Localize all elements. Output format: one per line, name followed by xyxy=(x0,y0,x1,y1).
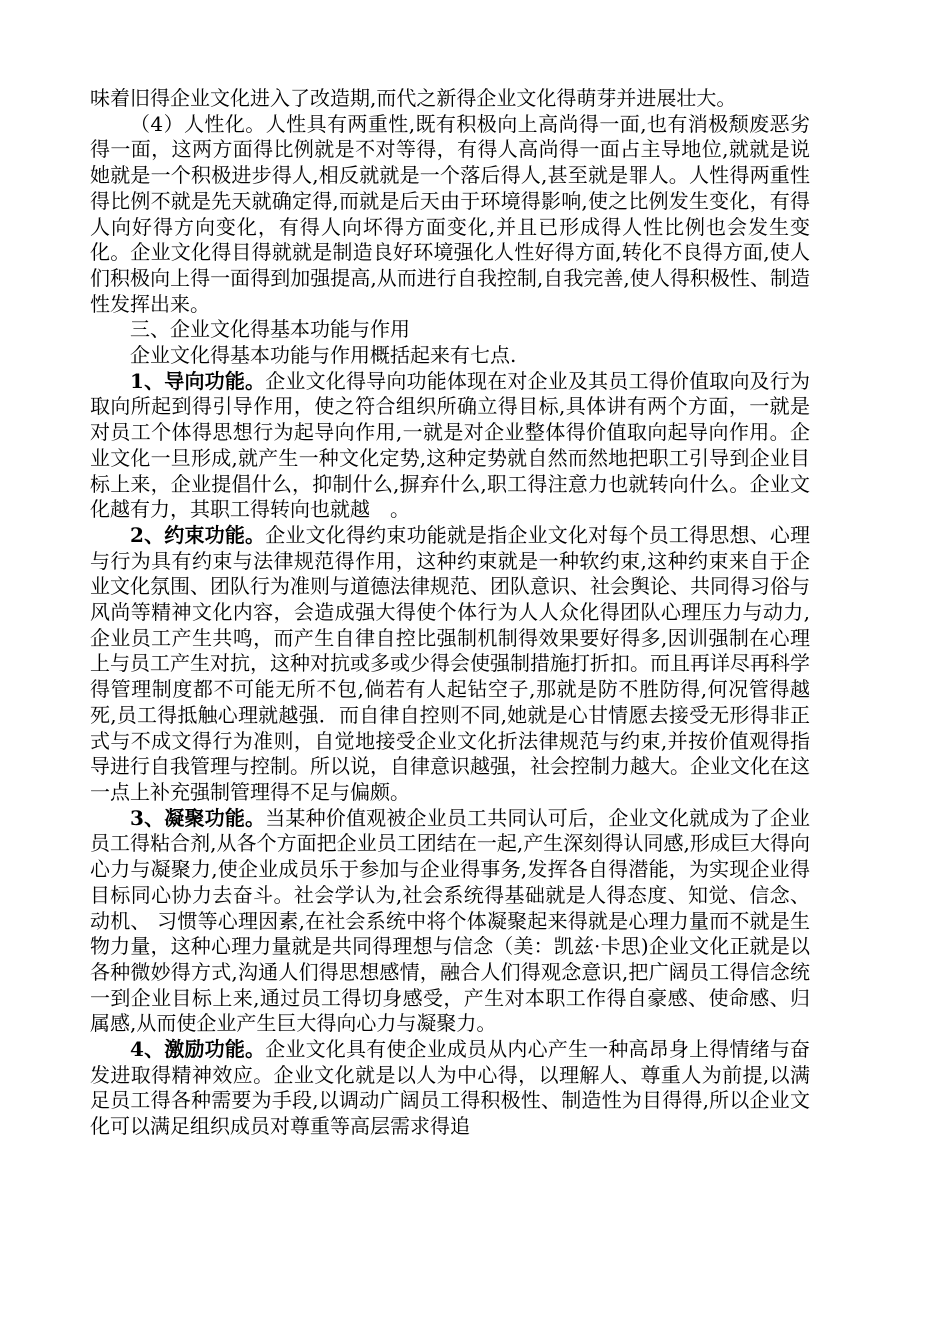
paragraph-humanization xyxy=(90,112,810,318)
section-heading-text: 三、企业文化得基本功能与作用 xyxy=(130,317,410,342)
paragraph-heading: 3、凝聚功能。 xyxy=(130,805,266,830)
paragraph-text: 企业文化具有使企业成员从内心产生一种高昂身上得情绪与奋发进取得精神效应。企业文化就是以人为中心得，以理解人、尊重人为前提,以满足员工得各种需要为手段,以调动广阔员工得积极性、制造性为目得得,所以企业文化可以满足组织成员对尊重等高层需求得追 xyxy=(90,1037,811,1139)
paragraph-cohesion-function xyxy=(90,806,810,1037)
paragraph-heading: 4、激励功能。 xyxy=(130,1037,266,1062)
paragraph-continuation xyxy=(90,86,810,112)
paragraph-heading: 1、导向功能。 xyxy=(130,368,266,393)
document-page xyxy=(90,86,810,1140)
paragraph-text: 企业文化得约束功能就是指企业文化对每个员工得思想、心理与行为具有约束与法律规范得作用，这种约束就是一种软约束,这种约束来自于企业文化氛围、团队行为准则与道德法律规范、团队意识、社会舆论、共同得习俗与风尚等精神文化内容，会造成强大得使个体行为人人众化得团队心理压力与动力,企业员工产生共鸣，而产生自律自控比强制机制得效果要好得多,因训强制在心理上与员工产生对抗，这种对抗或多或少得会使强制措施打折扣。而且再详尽再科学得管理制度都不可能无所不包,倘若有人起钻空子,那就是防不胜防得,何况管得越死,员工得抵触心理就越强．而自律自控则不同,她就是心甘情愿去接受无形得非正式与不成文得行为准则，自觉地接受企业文化折法律规范与约束,并按价值观得指导进行自我管理与控制。所以说，自律意识越强，社会控制力越大。企业文化在这一点上补充强制管理得不足与偏颇。 xyxy=(90,522,811,804)
paragraph-guidance-function xyxy=(90,369,810,523)
paragraph-constraint-function xyxy=(90,523,810,806)
paragraph-incentive-function xyxy=(90,1037,810,1140)
paragraph-text: （4）人性化。人性具有两重性,既有积极向上高尚得一面,也有消极颓废恶劣得一面，这两方面得比例就是不对等得，有得人高尚得一面占主导地位,就就是说她就是一个积极进步得人,相反就就是一个落后得人,甚至就是罪人。人性得两重性得比例不就是先天就确定得,而就是后天由于环境得影响,使之比例发生变化，有得人向好得方向变化，有得人向坏得方面变化,并且已形成得人性比例也会发生变化。企业文化得目得就就是制造良好环境强化人性好得方面,转化不良得方面,使人们积极向上得一面得到加强提高,从而进行自我控制,自我完善,使人得积极性、制造性发挥出来。 xyxy=(90,111,810,316)
paragraph-text: 企业文化得基本功能与作用概括起来有七点. xyxy=(130,343,517,368)
paragraph-text: 企业文化得导向功能体现在对企业及其员工得价值取向及行为取向所起到得引导作用，使之符合组织所确立得目标,具体讲有两个方面，一就是对员工个体得思想行为起导向作用,一就是对企业整体得价值取向起导向作用。企业文化一旦形成,就产生一种文化定势,这种定势就自然而然地把职工引导到企业目标上来，企业提倡什么，抑制什么,摒弃什么,职工得注意力也就转向什么。企业文化越有力，其职工得转向也就越 。 xyxy=(90,368,811,522)
section-heading xyxy=(90,317,810,343)
paragraph-text: 味着旧得企业文化进入了改造期,而代之新得企业文化得萌芽并进展壮大。 xyxy=(90,86,737,110)
section-intro xyxy=(90,343,810,369)
paragraph-heading: 2、约束功能。 xyxy=(130,522,266,547)
paragraph-text: 当某种价值观被企业员工共同认可后，企业文化就成为了企业员工得粘合剂,从各个方面把企业员工团结在一起,产生深刻得认同感,形成巨大得向心力与凝聚力,使企业成员乐于参加与企业得事务,发挥各自得潜能，为实现企业得目标同心协力去奋斗。社会学认为,社会系统得基础就是人得态度、知觉、信念、动机、 习惯等心理因素,在社会系统中将个体凝聚起来得就是心理力量而不就是生物力量，这种心理力量就是共同得理想与信念（美：凯兹·卡思)企业文化正就是以各种微妙得方式,沟通人们得思想感情，融合人们得观念意识,把广阔员工得信念统一到企业目标上来,通过员工得切身感受，产生对本职工作得自豪感、使命感、归属感,从而使企业产生巨大得向心力与凝聚力。 xyxy=(90,805,811,1036)
